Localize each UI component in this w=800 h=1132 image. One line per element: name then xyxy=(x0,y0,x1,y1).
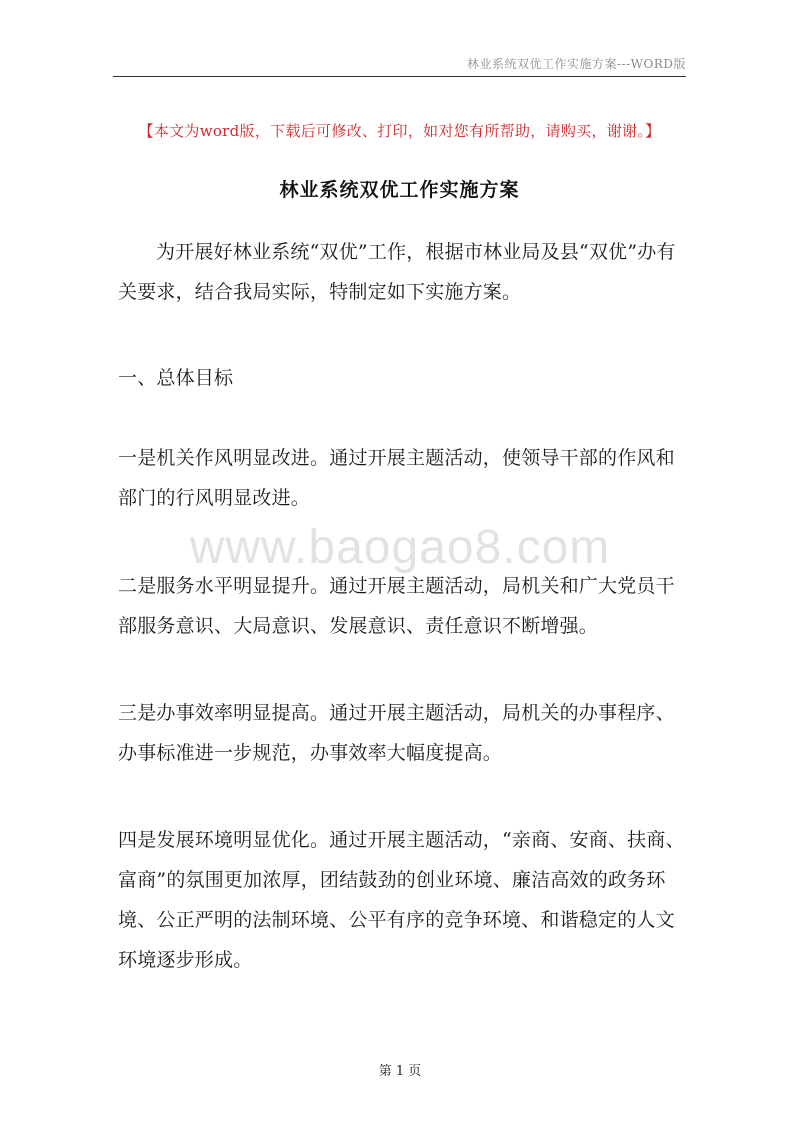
running-header: 林业系统双优工作实施方案---WORD版 xyxy=(467,57,686,71)
intro-paragraph: 为开展好林业系统“双优”工作，根据市林业局及县“双优”办有关要求，结合我局实际，特制定如下实施方案。 xyxy=(118,241,676,303)
goal-paragraph-2: 二是服务水平明显提升。通过开展主题活动，局机关和广大党员干部服务意识、大局意识、发展意识、责任意识不断增强。 xyxy=(118,575,675,637)
goal-paragraph-4: 四是发展环境明显优化。通过开展主题活动，“亲商、安商、扶商、富商”的氛围更加浓厚，团结鼓劲的创业环境、廉洁高效的政务环境、公正严明的法制环境、公平有序的竞争环境、和谐稳定的人文环境逐步形成。 xyxy=(118,829,685,971)
watermark: www.baogao8.com xyxy=(189,521,611,574)
section-heading: 一、总体目标 xyxy=(118,367,234,389)
download-notice: 【本文为word版，下载后可修改、打印，如对您有所帮助，请购买，谢谢。】 xyxy=(138,122,661,140)
document-title: 林业系统双优工作实施方案 xyxy=(279,179,520,201)
goal-paragraph-3: 三是办事效率明显提高。通过开展主题活动，局机关的办事程序、办事标准进一步规范，办事效率大幅度提高。 xyxy=(118,702,675,764)
header-divider xyxy=(113,76,686,77)
page-number: 第 1 页 xyxy=(378,1064,422,1079)
goal-paragraph-1: 一是机关作风明显改进。通过开展主题活动，使领导干部的作风和部门的行风明显改进。 xyxy=(118,447,675,509)
